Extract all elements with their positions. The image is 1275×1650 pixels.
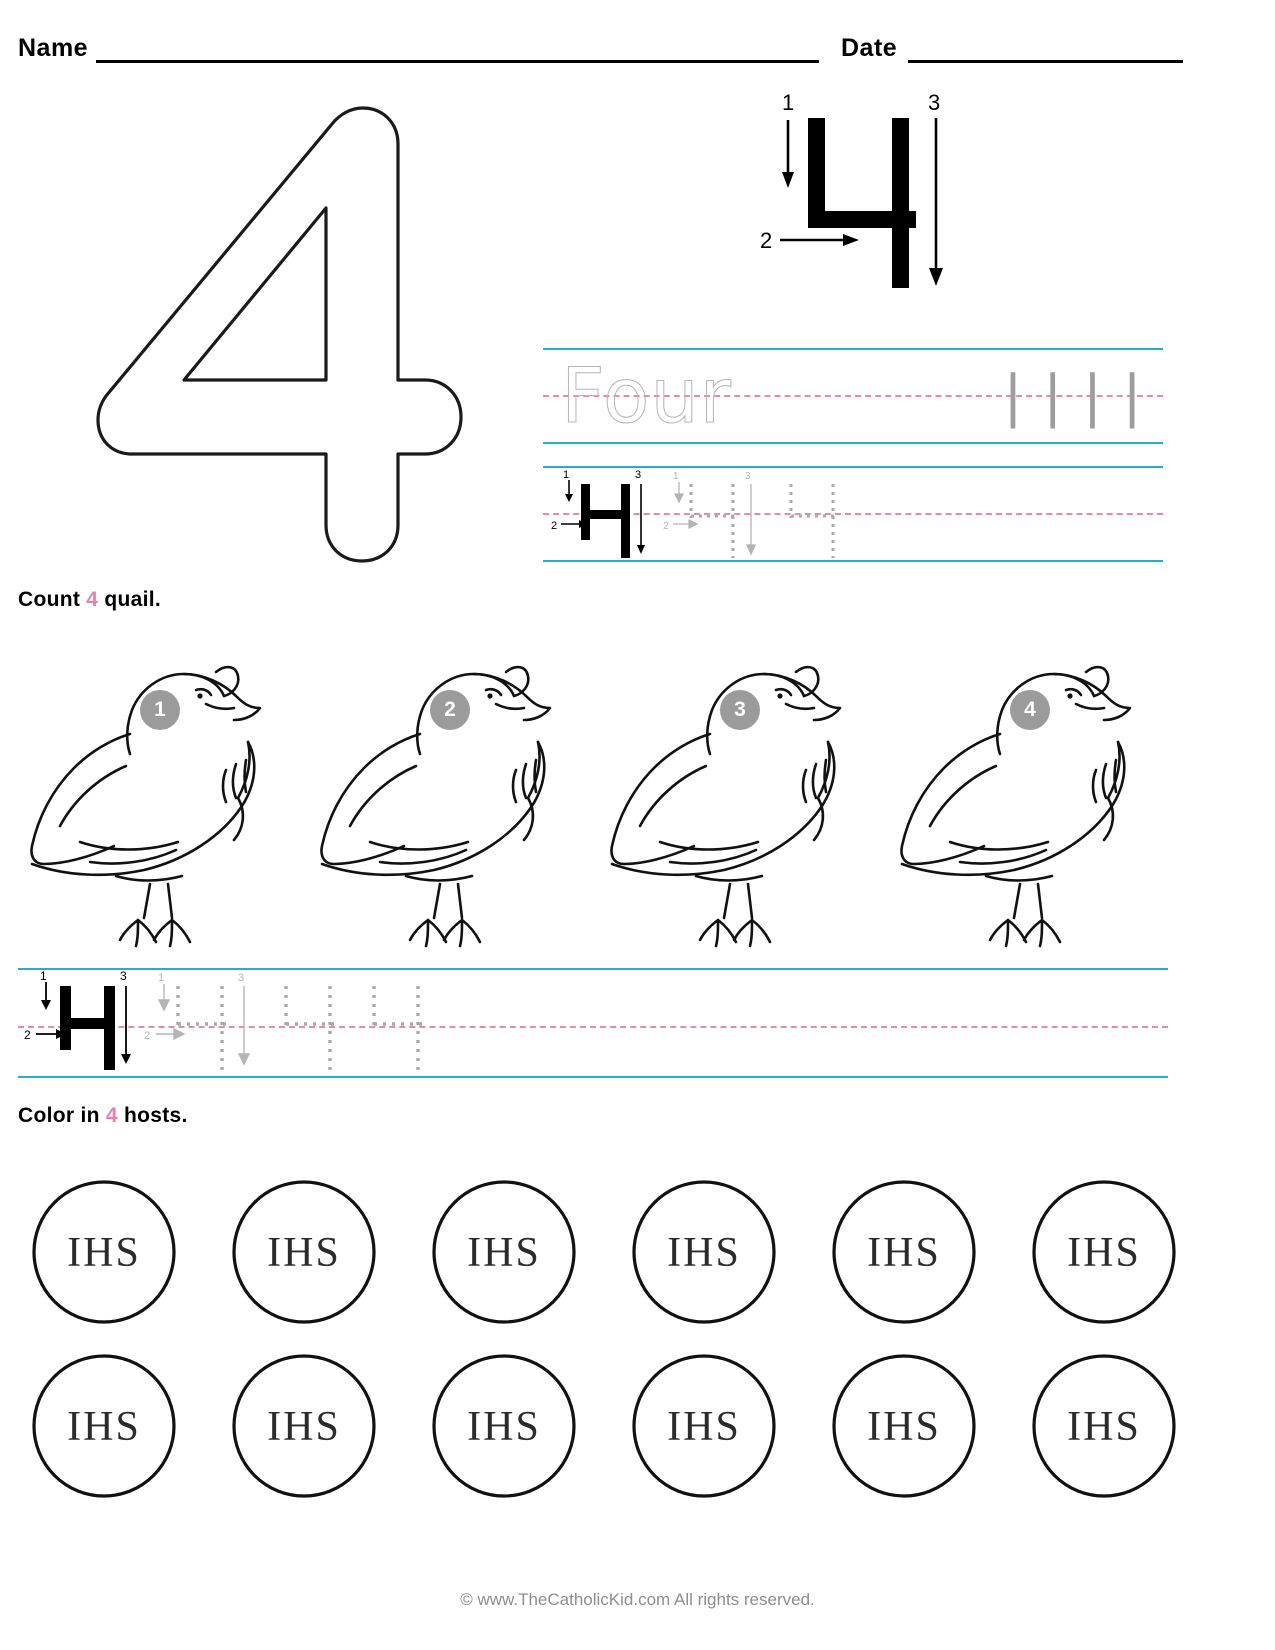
host-circle-5[interactable]	[830, 1178, 978, 1326]
date-label: Date	[841, 34, 898, 62]
name-write-line[interactable]	[96, 60, 819, 63]
svg-text:3: 3	[238, 972, 245, 984]
host-circle-7[interactable]	[30, 1352, 178, 1500]
host-circle-1[interactable]	[30, 1178, 178, 1326]
count-caption-prefix: Count	[18, 588, 87, 611]
word-tracing-band[interactable]	[543, 348, 1163, 444]
host-label-11: IHS	[867, 1404, 941, 1450]
count-caption-suffix: quail.	[98, 588, 162, 611]
hosts-grid	[26, 1150, 1246, 1530]
quail-row	[10, 630, 1210, 950]
host-circle-3[interactable]	[430, 1178, 578, 1326]
host-circle-2[interactable]	[230, 1178, 378, 1326]
count-badge-3: 3	[720, 690, 760, 730]
count-badge-2: 2	[430, 690, 470, 730]
quail-icon	[600, 630, 890, 950]
svg-text:1: 1	[673, 471, 679, 482]
host-label-2: IHS	[267, 1230, 341, 1276]
svg-text:3: 3	[120, 969, 127, 983]
color-caption-prefix: Color in	[18, 1104, 106, 1127]
date-write-line[interactable]	[908, 60, 1183, 63]
dotted-word-four: Four	[561, 351, 732, 440]
tally-marks: ||||	[996, 364, 1155, 429]
svg-text:2: 2	[551, 520, 558, 532]
svg-text:2: 2	[144, 1030, 151, 1042]
footer-copyright: © www.TheCatholicKid.com All rights reserved.	[460, 1590, 815, 1609]
host-circle-4[interactable]	[630, 1178, 778, 1326]
svg-text:3: 3	[745, 471, 751, 482]
number-tracing-band-short[interactable]	[543, 466, 1163, 562]
color-caption-accent: 4	[105, 1104, 118, 1127]
color-caption-suffix: hosts.	[117, 1104, 188, 1127]
name-label: Name	[18, 34, 89, 62]
quail-icon	[20, 630, 310, 950]
quail-icon	[310, 630, 600, 950]
host-label-8: IHS	[267, 1404, 341, 1450]
host-circle-9[interactable]	[430, 1352, 578, 1500]
worksheet-header	[0, 26, 1275, 72]
svg-text:1: 1	[40, 969, 47, 983]
host-label-12: IHS	[1067, 1404, 1141, 1450]
quail-item-2	[310, 630, 600, 950]
large-outline-numeral-4	[80, 90, 480, 570]
host-circle-10[interactable]	[630, 1352, 778, 1500]
stroke-number-2: 2	[760, 228, 773, 253]
host-circle-12[interactable]	[1030, 1352, 1178, 1500]
svg-text:2: 2	[663, 521, 669, 532]
host-label-10: IHS	[667, 1404, 741, 1450]
host-label-9: IHS	[467, 1404, 541, 1450]
quail-icon	[890, 630, 1180, 950]
color-section-caption	[18, 1104, 188, 1128]
stroke-number-1: 1	[782, 90, 795, 115]
quail-item-4	[890, 630, 1180, 950]
count-badge-4: 4	[1010, 690, 1050, 730]
svg-text:2: 2	[24, 1028, 31, 1042]
number-tracing-band-wide[interactable]	[18, 968, 1168, 1078]
stroke-number-3: 3	[928, 90, 941, 115]
count-badge-1: 1	[140, 690, 180, 730]
host-label-1: IHS	[67, 1230, 141, 1276]
host-label-7: IHS	[67, 1404, 141, 1450]
svg-text:1: 1	[158, 972, 165, 984]
host-label-4: IHS	[667, 1230, 741, 1276]
quail-item-1	[20, 630, 310, 950]
svg-text:1: 1	[563, 469, 570, 481]
host-label-6: IHS	[1067, 1230, 1141, 1276]
host-circle-8[interactable]	[230, 1352, 378, 1500]
count-caption-accent: 4	[86, 588, 99, 611]
host-circle-6[interactable]	[1030, 1178, 1178, 1326]
host-label-3: IHS	[467, 1230, 541, 1276]
guide-line-bottom	[543, 442, 1163, 444]
host-label-5: IHS	[867, 1230, 941, 1276]
svg-text:3: 3	[635, 469, 642, 481]
stroke-order-diagram	[740, 88, 970, 318]
host-circle-11[interactable]	[830, 1352, 978, 1500]
count-section-caption	[18, 588, 161, 612]
quail-item-3	[600, 630, 890, 950]
